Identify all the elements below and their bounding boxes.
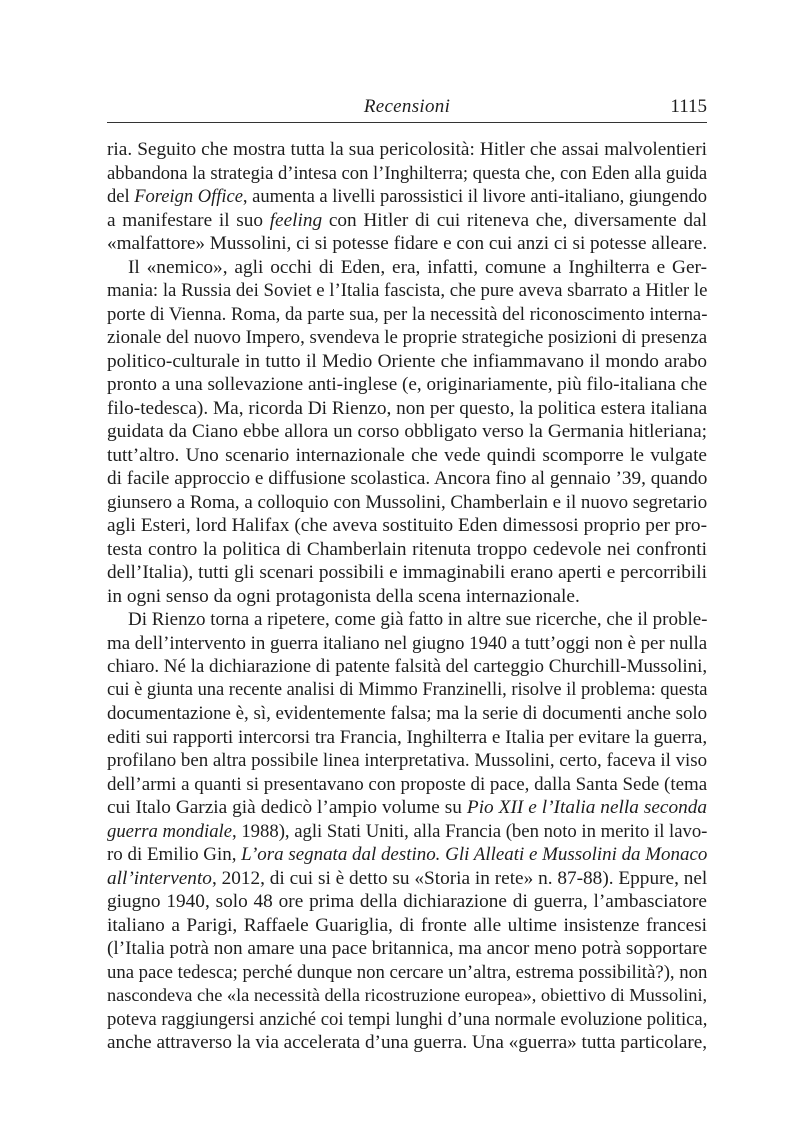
text-line [107, 773, 707, 797]
text-run: dell’Italia), tutti gli scenari possibili e immaginabili erano aperti e percorribili [107, 562, 707, 583]
text-run: di facile approccio e diffusione scolastica. Ancora fino al gennaio ’39, quando [107, 468, 708, 489]
paragraph [107, 256, 707, 609]
text-line [107, 162, 707, 186]
text-run: in ogni senso da ogni protagonista della scena internazionale. [107, 585, 580, 607]
text-run: ro di Emilio Gin, [107, 844, 242, 865]
text-run: Il «nemico», agli occhi di Eden, era, infatti, comune a Inghilterra e Ger- [128, 256, 707, 278]
text-run: anche attraverso la via accelerata d’una guerra. Una «guerra» tutta particolare, [107, 1032, 708, 1053]
text-run: una pace tedesca; perché dunque non cercare un’altra, estrema possibilità?), non [107, 961, 708, 983]
text-run: politico-culturale in tutto il Medio Oriente che infiammavano il mondo arabo [107, 350, 707, 372]
text-line [107, 561, 707, 585]
text-line [107, 608, 707, 632]
text-run: porte di Vienna. Roma, da parte sua, per la necessità del riconoscimento interna- [107, 303, 708, 325]
text-run: giunsero a Roma, a colloquio con Mussolini, Chamberlain e il nuovo segretario [107, 491, 708, 513]
text-line [107, 961, 707, 985]
text-line [107, 1008, 707, 1032]
text-line [107, 373, 707, 397]
text-run: , aumenta a livelli parossistici il livore anti-italiano, giungendo [242, 186, 707, 207]
text-run: del [107, 186, 135, 207]
paragraph [107, 608, 707, 1055]
text-run: italiano a Parigi, Raffaele Guariglia, di fronte alle ultime insistenze francesi [107, 914, 707, 936]
text-run: poteva raggiungersi anziché coi tempi lunghi d’una normale evoluzione politica, [107, 1008, 708, 1030]
text-run: ria. Seguito che mostra tutta la sua pericolosità: Hitler che assai malvolentieri [107, 139, 707, 160]
text-run: documentazione è, sì, evidentemente falsa; ma la serie di documenti anche solo [107, 703, 708, 724]
italic-text: all’intervento [107, 867, 212, 889]
text-run: giugno 1940, solo 48 ore prima della dichiarazione di guerra, l’ambasciatore [107, 891, 707, 912]
text-line [107, 444, 707, 468]
text-line [107, 937, 707, 961]
text-line [107, 232, 707, 256]
text-run: con Hitler di cui riteneva che, diversamente dal [322, 209, 707, 231]
text-run: , 1988), agli Stati Uniti, alla Francia (ben noto in merito il lavo- [232, 820, 708, 842]
text-line [107, 655, 707, 679]
text-run: nascondeva che «la necessità della ricostruzione europea», obiettivo di Mussolini, [107, 985, 708, 1005]
text-run: pronto a una sollevazione anti-inglese (e, originariamente, più filo-italiana che [107, 374, 708, 395]
italic-text: feeling [269, 209, 323, 231]
text-run: «malfattore» Mussolini, ci si potesse fidare e con cui anzi ci si potesse alleare. [107, 233, 708, 254]
text-line [107, 326, 707, 350]
text-line [107, 256, 707, 280]
text-run: testa contro la politica di Chamberlain ritenuta troppo cedevole nei confronti [107, 538, 707, 560]
running-header-title: Recensioni [363, 96, 451, 117]
text-run: cui Italo Garzia già dedicò l’ampio volume su [107, 797, 467, 818]
italic-text: L’ora segnata dal destino. Gli Alleati e Mussolini da Monaco [241, 844, 708, 865]
text-run: a manifestare il suo [107, 209, 270, 231]
text-run: mania: la Russia dei Soviet e l’Italia fascista, che pure aveva sbarrato a Hitler le [107, 280, 708, 301]
text-line [107, 914, 707, 938]
text-run: zionale del nuovo Impero, svendeva le proprie strategiche posizioni di presenza [107, 327, 708, 348]
italic-text: Pio XII e l’Italia nella seconda [466, 797, 708, 818]
text-run: dell’armi a quanti si presentavano con proposte di pace, dalla Santa Sede (tema [107, 773, 708, 795]
text-run: guidata da Ciano ebbe allora un corso obbligato verso la Germania hitleriana; [107, 421, 707, 442]
text-line [107, 867, 707, 891]
text-line [107, 185, 707, 209]
text-run: cui è giunta una recente analisi di Mimmo Franzinelli, risolve il problema: questa [107, 679, 708, 700]
text-line [107, 679, 707, 703]
text-line [107, 514, 707, 538]
text-line [107, 491, 707, 515]
text-run: chiaro. Né la dichiarazione di patente falsità del carteggio Churchill-Mussolini, [107, 656, 708, 677]
text-line [107, 632, 707, 656]
text-line [107, 303, 707, 327]
running-header [107, 92, 707, 123]
text-line [107, 350, 707, 374]
text-line [107, 585, 707, 609]
paragraph [107, 138, 707, 256]
text-run: Di Rienzo torna a ripetere, come già fatto in altre sue ricerche, che il proble- [128, 609, 708, 630]
italic-text: guerra mondiale [107, 820, 233, 842]
article-body [107, 138, 707, 1055]
text-line [107, 538, 707, 562]
text-run: profilano ben altra possibile linea interpretativa. Mussolini, certo, faceva il viso [107, 750, 708, 771]
text-run: tutt’altro. Uno scenario internazionale che vede quindi scomporre le vulgate [107, 444, 707, 466]
text-line [107, 209, 707, 233]
text-line [107, 749, 707, 773]
text-run: , 2012, di cui si è detto su «Storia in rete» n. 87-88). Eppure, nel [211, 867, 708, 889]
text-line [107, 796, 707, 820]
text-run: (l’Italia potrà non amare una pace britannica, ma ancor meno potrà sopportare [107, 938, 708, 959]
text-line [107, 397, 707, 421]
text-line [107, 420, 707, 444]
text-line [107, 702, 707, 726]
text-run: ma dell’intervento in guerra italiano nel giugno 1940 a tutt’oggi non è per nulla [107, 632, 708, 654]
text-line [107, 279, 707, 303]
text-line [107, 467, 707, 491]
text-line [107, 843, 707, 867]
text-line [107, 890, 707, 914]
text-line [107, 138, 707, 162]
text-run: filo-tedesca). Ma, ricorda Di Rienzo, non per questo, la politica estera italiana [107, 397, 708, 419]
text-line [107, 820, 707, 844]
text-line [107, 726, 707, 750]
text-line [107, 1031, 707, 1055]
text-line [107, 984, 707, 1008]
text-run: agli Esteri, lord Halifax (che aveva sostituito Eden dimessosi proprio per pro- [107, 515, 707, 536]
page-number: 1115 [670, 96, 707, 117]
text-run: abbandona la strategia d’intesa con l’Inghilterra; questa che, con Eden alla guida [107, 162, 708, 184]
italic-text: Foreign Office [134, 186, 243, 207]
text-run: editi sui rapporti intercorsi tra Francia, Inghilterra e Italia per evitare la guerra, [107, 726, 708, 748]
